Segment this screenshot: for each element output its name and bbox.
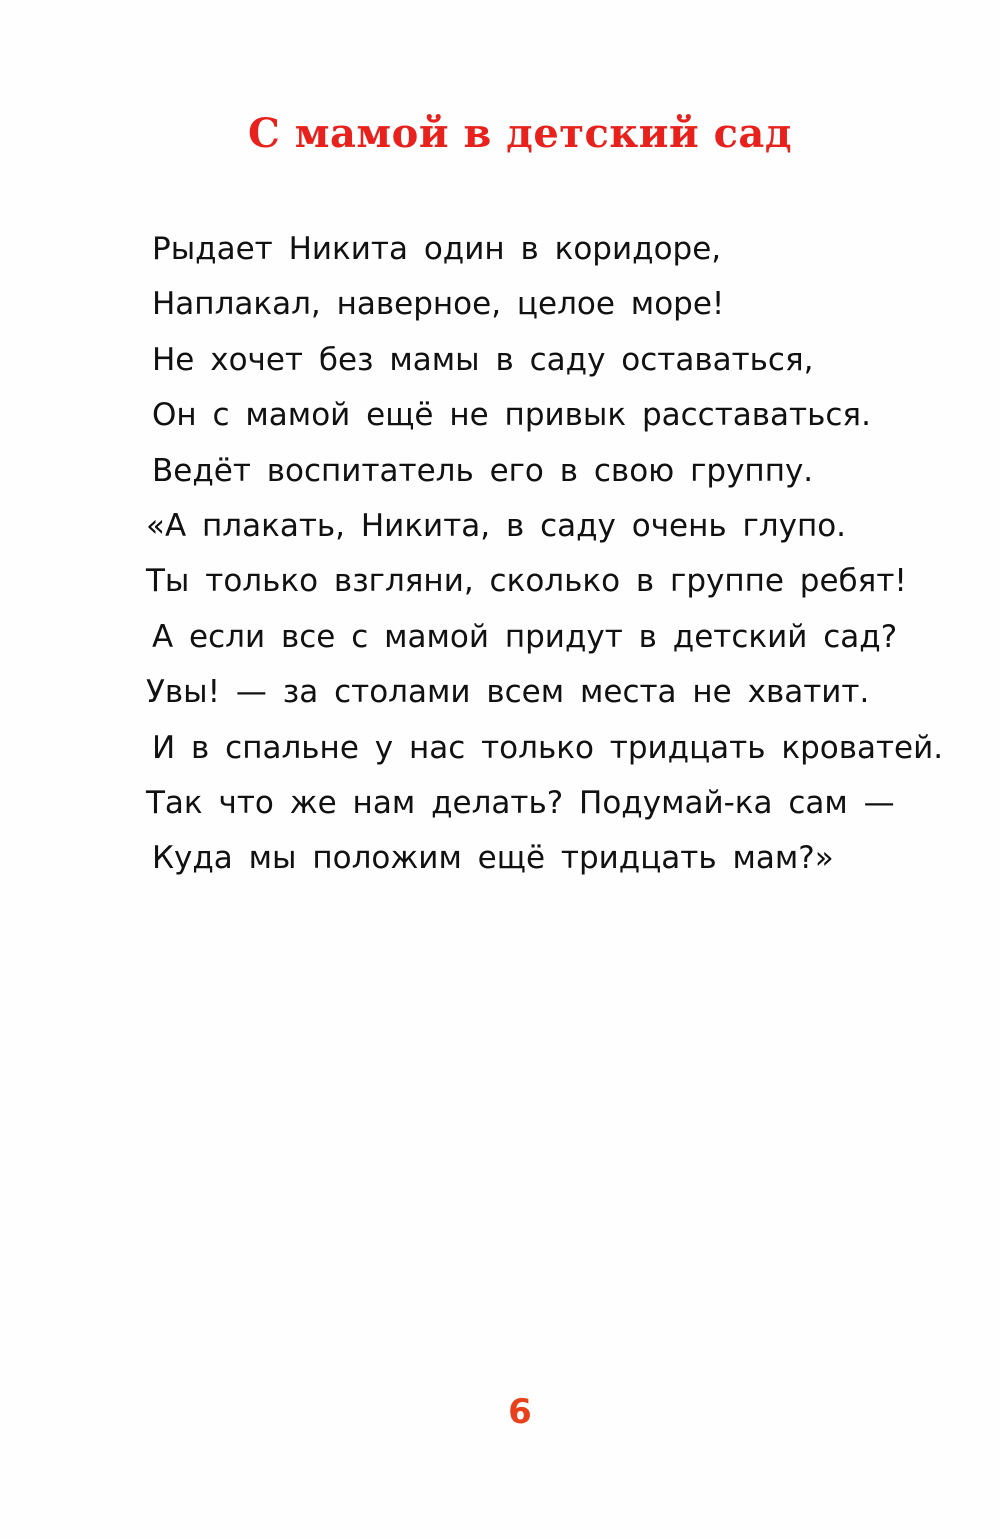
- poem-text: [146, 222, 972, 887]
- poem-line: Ты только взгляни, сколько в группе ребят!: [146, 563, 907, 600]
- poem-line: Так что же нам делать? Подумай-ка сам —: [146, 784, 895, 821]
- poem-line: Увы! — за столами всем места не хватит.: [146, 674, 870, 711]
- poem-line: Рыдает Никита один в коридоре,: [152, 231, 722, 267]
- poem-line: Он с мамой ещё не привык расставаться.: [152, 397, 871, 434]
- poem-line: «А плакать, Никита, в саду очень глупо.: [146, 507, 847, 544]
- poem-line: А если все с мамой придут в детский сад?: [152, 618, 898, 655]
- poem-line: Куда мы положим ещё тридцать мам?»: [152, 840, 834, 877]
- poem-line: Наплакал, наверное, целое море!: [152, 286, 725, 323]
- poem-line: Не хочет без мамы в саду оставаться,: [152, 341, 814, 378]
- poem-line: И в спальне у нас только тридцать кроватей.: [152, 729, 944, 766]
- poem-line: Ведёт воспитатель его в свою группу.: [152, 452, 814, 489]
- page-number: 6: [508, 1392, 532, 1432]
- poem-title: С мамой в детский сад: [248, 110, 792, 157]
